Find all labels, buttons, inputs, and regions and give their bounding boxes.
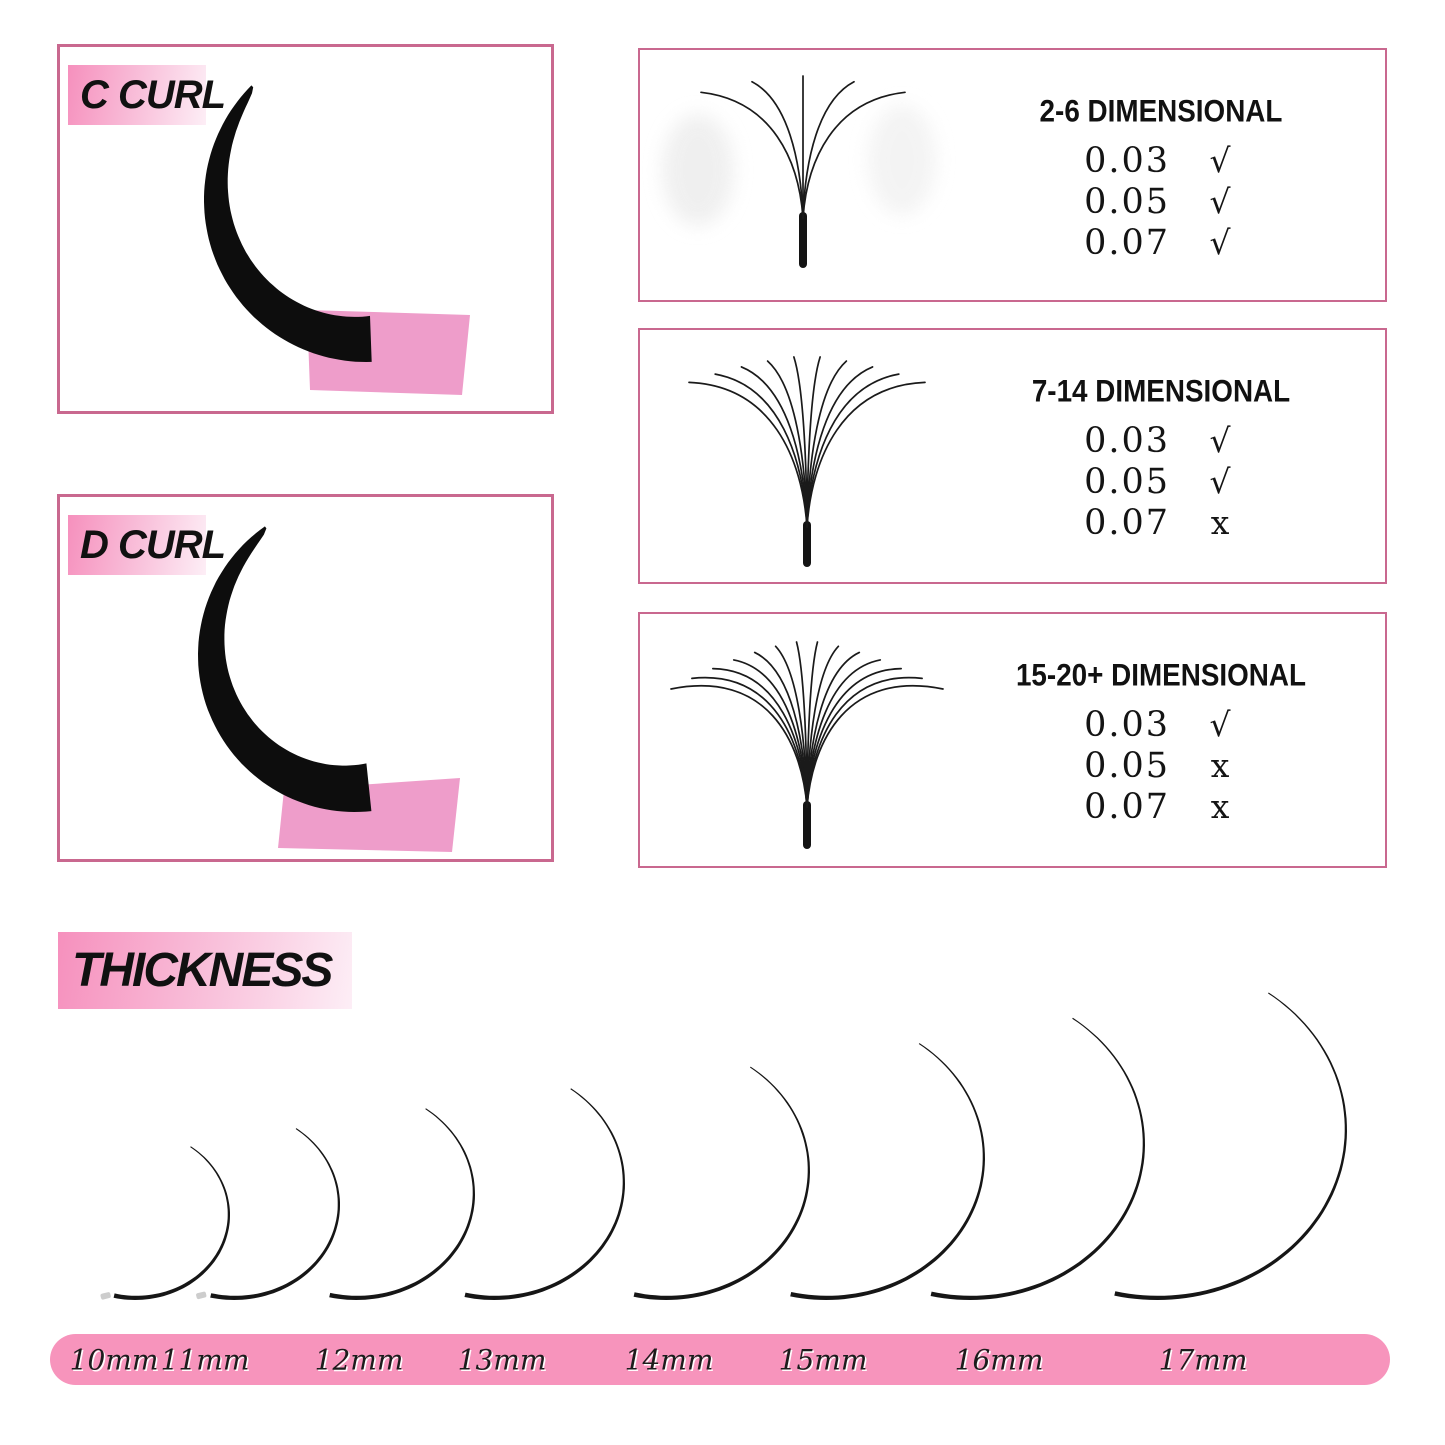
length-label: 15mm [778, 1343, 868, 1376]
thickness-heading-text: THICKNESS [72, 944, 332, 997]
length-label: 10mm [69, 1343, 159, 1376]
thickness-value: 0.05 [1084, 461, 1170, 502]
compatibility-mark: √ [1209, 223, 1231, 262]
dimension-card-15-20 [638, 612, 1387, 868]
length-label: 12mm [314, 1343, 404, 1376]
compatibility-mark: √ [1209, 182, 1231, 221]
spec-rows [1040, 704, 1320, 827]
spec-row [1040, 502, 1320, 543]
dimension-card-title: 2-6 DIMENSIONAL [1039, 94, 1283, 130]
compatibility-mark: √ [1209, 421, 1231, 460]
thickness-value: 0.07 [1084, 502, 1170, 543]
spec-row [1040, 140, 1320, 181]
thickness-value: 0.05 [1084, 181, 1170, 222]
spec-rows [1040, 420, 1320, 543]
spec-row [1040, 786, 1320, 827]
thickness-value: 0.07 [1084, 222, 1170, 263]
spec-row [1040, 704, 1320, 745]
spec-row [1040, 461, 1320, 502]
length-label: 16mm [954, 1343, 1044, 1376]
c-curl-label-text: C CURL [80, 72, 226, 117]
thickness-value: 0.03 [1084, 704, 1170, 745]
c-curl-card [57, 44, 554, 414]
length-label: 13mm [457, 1343, 547, 1376]
compatibility-mark: x [1210, 787, 1230, 826]
length-label: 11mm [160, 1343, 250, 1376]
dimension-card-2-6 [638, 48, 1387, 302]
length-bar [50, 1334, 1390, 1385]
spec-row [1040, 222, 1320, 263]
d-curl-label [68, 515, 226, 575]
compatibility-mark: x [1210, 746, 1230, 785]
length-label: 17mm [1158, 1343, 1248, 1376]
dimension-card-title: 15-20+ DIMENSIONAL [1015, 658, 1307, 694]
spec-rows [1040, 140, 1320, 263]
thickness-value: 0.05 [1084, 745, 1170, 786]
dimension-card-title: 7-14 DIMENSIONAL [1031, 374, 1291, 410]
spec-row [1040, 420, 1320, 461]
compatibility-mark: √ [1209, 462, 1231, 501]
compatibility-mark: √ [1209, 141, 1231, 180]
thickness-value: 0.03 [1084, 140, 1170, 181]
spec-row [1040, 181, 1320, 222]
compatibility-mark: √ [1209, 705, 1231, 744]
d-curl-label-text: D CURL [80, 522, 226, 567]
thickness-value: 0.07 [1084, 786, 1170, 827]
dimension-card-7-14 [638, 328, 1387, 584]
spec-row [1040, 745, 1320, 786]
c-curl-label [68, 65, 226, 125]
d-curl-card [57, 494, 554, 862]
length-label: 14mm [624, 1343, 714, 1376]
compatibility-mark: x [1210, 503, 1230, 542]
thickness-value: 0.03 [1084, 420, 1170, 461]
thickness-heading [58, 932, 352, 1009]
